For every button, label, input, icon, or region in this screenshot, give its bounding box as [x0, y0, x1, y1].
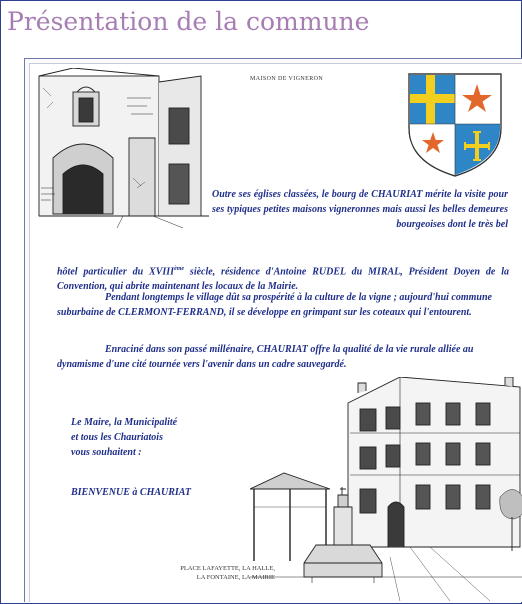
- paragraph-churches: Outre ses églises classées, le bourg de CHAURIAT mérite la visite pour ses typiques petites maisons vigneronnes mais aussi les belles demeures bourgeoises dont le très bel: [212, 189, 508, 230]
- caption-line: PLACE LAFAYETTE, LA HALLE,: [180, 565, 275, 572]
- commune-card: [24, 58, 522, 602]
- paragraph-heritage-text: Enraciné dans son passé millénaire, CHAURIAT offre la qualité de la vie rurale alliée au dynamisme d'une cité tournée vers l'avenir dans un cadre sauvegardé.: [57, 344, 474, 370]
- sign-line: et tous les Chauriatois: [71, 432, 163, 443]
- mayor-signature-block: [71, 415, 241, 460]
- century-suffix: ème: [174, 266, 185, 272]
- paragraph-vineyards-text: Pendant longtemps le village dût sa prospérité à la culture de la vigne ; aujourd'hui commune suburbaine de CLERMONT-FERRAND, il se développe en grimpant sur les coteaux qui l'entourent.: [57, 292, 492, 318]
- welcome-message: BIENVENUE à CHAURIAT: [71, 487, 192, 498]
- card-inner: [29, 63, 522, 602]
- paragraph-hotel-a: hôtel particulier du XVIII: [57, 266, 175, 278]
- caption-line: LA FONTAINE, LA MAIRIE: [196, 574, 275, 581]
- town-square-illustration: [250, 377, 522, 602]
- sign-line: Le Maire, la Municipalité: [71, 417, 178, 428]
- paragraph-vineyards: [57, 290, 509, 320]
- paragraph-hotel-b: siècle, résidence d'Antoine RUDEL du MIRAL, Président Doyen de la Convention, qui abrite maintenant les locaux de la Mairie.: [57, 266, 509, 293]
- bottom-illustration-caption: [145, 564, 275, 582]
- winegrower-house-illustration: [33, 68, 218, 228]
- coat-of-arms-icon: [407, 72, 503, 178]
- page-title: Présentation de la commune: [7, 7, 370, 36]
- sign-line: vous souhaitent :: [71, 447, 142, 458]
- paragraph-heritage: [57, 342, 509, 372]
- top-illustration-caption: MAISON DE VIGNERON: [250, 76, 324, 82]
